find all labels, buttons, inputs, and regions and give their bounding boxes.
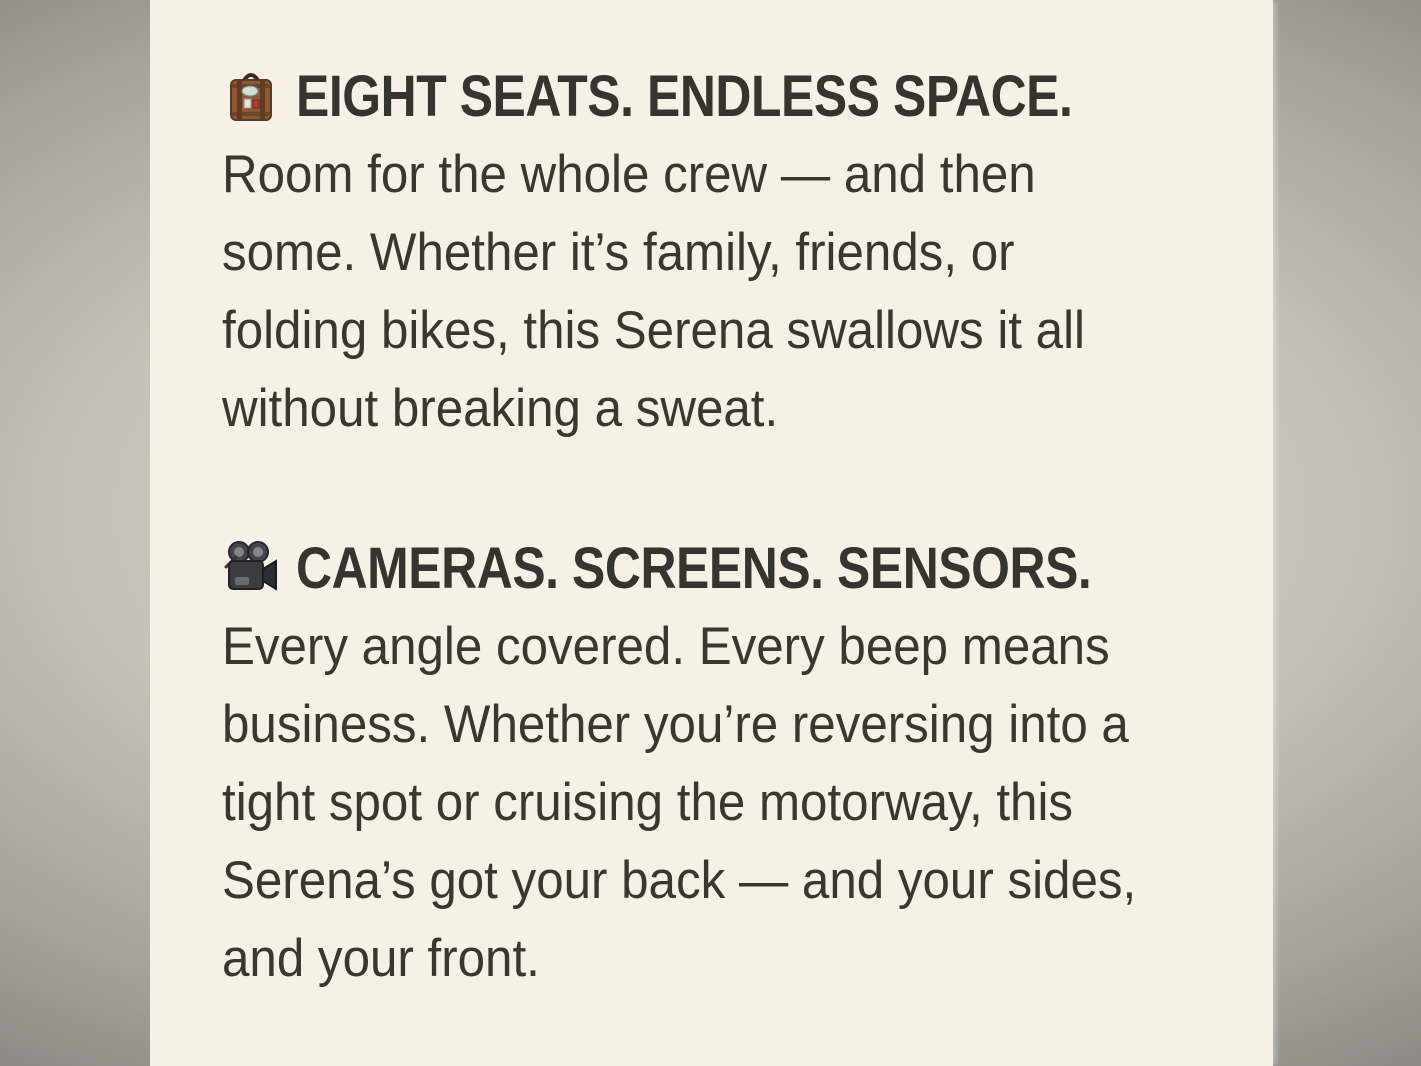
description-text-block xyxy=(150,0,1273,998)
luggage-icon xyxy=(222,67,280,125)
paragraph-line: folding bikes, this Serena swallows it all xyxy=(222,301,1085,360)
paragraph-line: Room for the whole crew — and then xyxy=(222,145,1036,204)
section-cameras-sensors xyxy=(222,536,1273,998)
section-paragraph xyxy=(222,608,1273,998)
paragraph-line: Serena’s got your back — and your sides, xyxy=(222,851,1137,910)
section-paragraph xyxy=(222,136,1273,448)
paragraph-line: without breaking a sweat. xyxy=(222,379,779,438)
section-heading: EIGHT SEATS. ENDLESS SPACE. xyxy=(296,63,1073,129)
paragraph-line: tight spot or cruising the motorway, this xyxy=(222,773,1074,832)
listing-description-card xyxy=(150,0,1273,1066)
section-seats-space xyxy=(222,64,1273,448)
section-heading-row xyxy=(222,536,1273,600)
paragraph-line: some. Whether it’s family, friends, or xyxy=(222,223,1015,282)
section-heading-row xyxy=(222,64,1273,128)
section-heading: CAMERAS. SCREENS. SENSORS. xyxy=(296,535,1092,601)
paragraph-line: business. Whether you’re reversing into a xyxy=(222,695,1129,754)
paragraph-line: Every angle covered. Every beep means xyxy=(222,617,1110,676)
movie-camera-icon xyxy=(222,539,280,597)
paragraph-line: and your front. xyxy=(222,929,540,988)
